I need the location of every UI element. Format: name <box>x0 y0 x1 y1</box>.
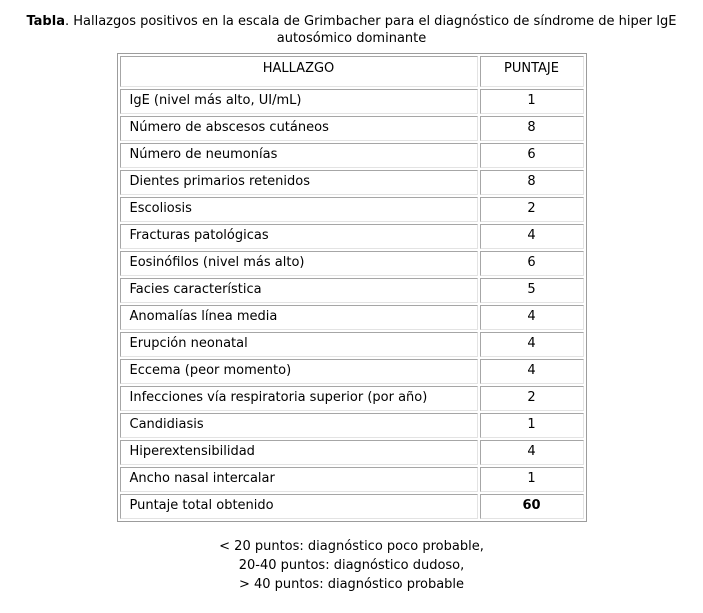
finding-cell: Infecciones vía respiratoria superior (por año) <box>120 386 478 411</box>
finding-cell: Facies característica <box>120 278 478 303</box>
finding-cell: Candidiasis <box>120 413 478 438</box>
table-row <box>120 359 584 384</box>
table-row <box>120 386 584 411</box>
score-cell: 2 <box>480 197 584 222</box>
finding-cell: Puntaje total obtenido <box>120 494 478 519</box>
score-cell: 4 <box>480 224 584 249</box>
header-row <box>120 56 584 87</box>
score-cell: 1 <box>480 413 584 438</box>
score-cell: 4 <box>480 332 584 357</box>
interpretation-line-2: 20-40 puntos: diagnóstico dudoso, <box>238 558 465 573</box>
column-header-hallazgo: HALLAZGO <box>120 56 478 87</box>
score-cell: 8 <box>480 116 584 141</box>
interpretation-line-1: < 20 puntos: diagnóstico poco probable, <box>219 539 484 554</box>
finding-cell: Ancho nasal intercalar <box>120 467 478 492</box>
score-cell: 6 <box>480 251 584 276</box>
finding-cell: Erupción neonatal <box>120 332 478 357</box>
column-header-puntaje: PUNTAJE <box>480 56 584 87</box>
table-row <box>120 251 584 276</box>
finding-cell: Escoliosis <box>120 197 478 222</box>
finding-cell: IgE (nivel más alto, UI/mL) <box>120 89 478 114</box>
score-cell: 4 <box>480 305 584 330</box>
caption-text-line2: autosómico dominante <box>276 31 427 46</box>
table-row <box>120 170 584 195</box>
score-cell: 4 <box>480 359 584 384</box>
table-row <box>120 467 584 492</box>
table-row <box>120 413 584 438</box>
caption-label: Tabla <box>26 14 65 29</box>
table-row <box>120 143 584 168</box>
score-cell: 4 <box>480 440 584 465</box>
table-row <box>120 197 584 222</box>
table-row <box>120 305 584 330</box>
finding-cell: Dientes primarios retenidos <box>120 170 478 195</box>
table-row <box>120 332 584 357</box>
table-row <box>120 224 584 249</box>
grimbacher-score-table <box>117 53 587 522</box>
interpretation-line-3: > 40 puntos: diagnóstico probable <box>238 577 465 592</box>
finding-cell: Número de abscesos cutáneos <box>120 116 478 141</box>
score-cell: 60 <box>480 494 584 519</box>
table-row <box>120 440 584 465</box>
score-cell: 2 <box>480 386 584 411</box>
score-interpretation <box>0 537 703 594</box>
table-row <box>120 278 584 303</box>
finding-cell: Eosinófilos (nivel más alto) <box>120 251 478 276</box>
finding-cell: Anomalías línea media <box>120 305 478 330</box>
score-cell: 8 <box>480 170 584 195</box>
table-row <box>120 89 584 114</box>
table-caption <box>0 13 703 47</box>
caption-text-line1: . Hallazgos positivos en la escala de Grimbacher para el diagnóstico de síndrome de hiper IgE <box>64 14 677 29</box>
finding-cell: Eccema (peor momento) <box>120 359 478 384</box>
score-cell: 6 <box>480 143 584 168</box>
table-row <box>120 494 584 519</box>
score-cell: 1 <box>480 89 584 114</box>
finding-cell: Hiperextensibilidad <box>120 440 478 465</box>
finding-cell: Fracturas patológicas <box>120 224 478 249</box>
score-cell: 5 <box>480 278 584 303</box>
table-row <box>120 116 584 141</box>
score-cell: 1 <box>480 467 584 492</box>
finding-cell: Número de neumonías <box>120 143 478 168</box>
